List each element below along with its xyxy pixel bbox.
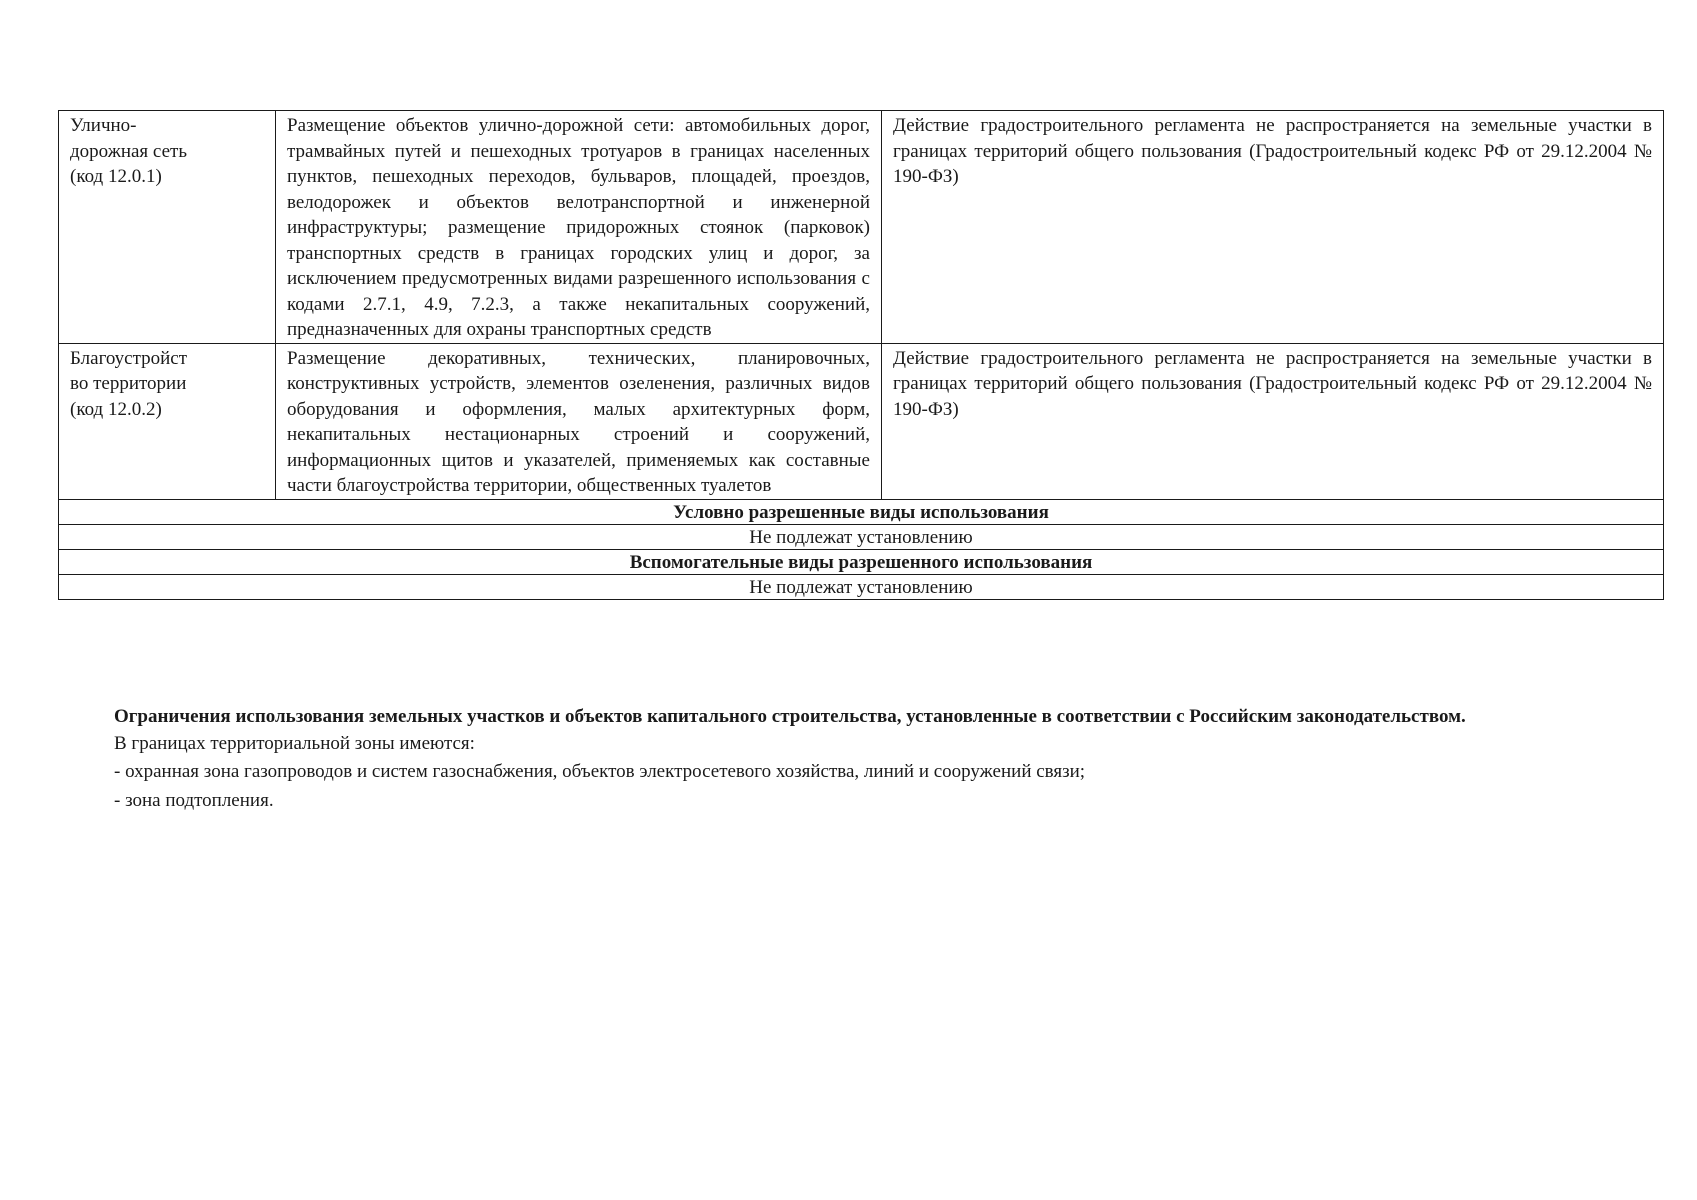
table-row [59,343,1664,499]
use-name-line: Благоустройст [70,347,188,369]
conditional-uses-heading: Условно разрешенные виды использования [59,499,1664,524]
table-row [59,549,1664,574]
table-row [59,111,1664,344]
use-description-cell: Размещение декоративных, технических, планировочных, конструктивных устройств, элементов озеленения, различных видов оборудования и оформления, малых архитектурных форм, некапитальных нестационарных строений и сооружений, информационных щитов и указателей, применяемых как составные части благоустройства территории, общественных туалетов [276,343,882,499]
use-name-line: дорожная сеть [70,140,187,162]
permitted-uses-table [58,110,1664,600]
conditional-uses-value: Не подлежат установлению [59,524,1664,549]
table-row [59,524,1664,549]
table-row [59,574,1664,599]
restrictions-intro: В границах территориальной зоны имеются: [114,732,475,754]
use-regulation-cell: Действие градостроительного регламента не распространяется на земельные участки в границах территорий общего пользования (Градостроительный кодекс РФ от 29.12.2004 № 190-ФЗ) [882,111,1664,344]
restriction-item: - охранная зона газопроводов и систем газоснабжения, объектов электросетевого хозяйства, линий и сооружений связи; [114,761,1086,782]
use-description-cell: Размещение объектов улично-дорожной сети: автомобильных дорог, трамвайных путей и пешеходных тротуаров в границах населенных пунктов, пешеходных переходов, бульваров, площадей, проездов, велодорожек и объектов велотранспортной и инженерной инфраструктуры; размещение придорожных стоянок (парковок) транспортных средств в границах городских улиц и дорог, за исключением предусмотренных видами разрешенного использования с кодами 2.7.1, 4.9, 7.2.3, а также некапитальных сооружений, предназначенных для охраны транспортных средств [276,111,882,344]
use-name-line: (код 12.0.1) [70,166,162,187]
restriction-item: - зона подтопления. [114,789,274,811]
use-name-line: во территории [70,373,187,394]
use-name-line: (код 12.0.2) [70,398,162,420]
restrictions-section [58,704,1664,813]
table-row [59,499,1664,524]
restrictions-heading: Ограничения использования земельных участков и объектов капитального строительства, установленные в соответствии с Российским законодательством. [114,706,1466,727]
auxiliary-uses-heading: Вспомогательные виды разрешенного использования [59,549,1664,574]
auxiliary-uses-value: Не подлежат установлению [59,574,1664,599]
use-name-line: Улично- [70,115,137,136]
use-regulation-cell: Действие градостроительного регламента не распространяется на земельные участки в границах территорий общего пользования (Градостроительный кодекс РФ от 29.12.2004 № 190-ФЗ) [882,343,1664,499]
use-name-cell [59,111,276,344]
use-name-cell [59,343,276,499]
